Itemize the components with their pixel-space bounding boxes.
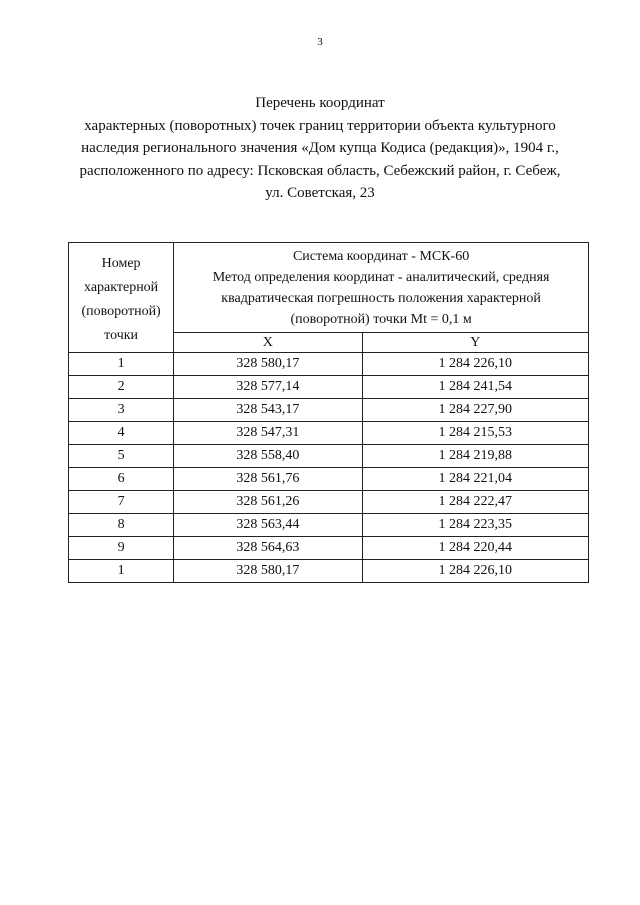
x-coordinate-cell: 328 558,40: [174, 445, 362, 468]
point-number-cell: 5: [69, 445, 174, 468]
y-coordinate-cell: 1 284 222,47: [362, 491, 588, 514]
table-row: [69, 399, 589, 422]
point-number-cell: 1: [69, 560, 174, 583]
document-title: [40, 92, 600, 205]
table-row: [69, 445, 589, 468]
table-row: [69, 376, 589, 399]
point-number-cell: 9: [69, 537, 174, 560]
y-coordinate-cell: 1 284 226,10: [362, 353, 588, 376]
table-row: [69, 537, 589, 560]
point-header-line: (поворотной): [81, 303, 161, 319]
point-number-cell: 1: [69, 353, 174, 376]
point-number-cell: 3: [69, 399, 174, 422]
table-row: [69, 422, 589, 445]
table-row: [69, 560, 589, 583]
y-coordinate-cell: 1 284 226,10: [362, 560, 588, 583]
point-number-header: [69, 243, 174, 353]
y-column-header: Y: [362, 333, 588, 353]
table-row: [69, 514, 589, 537]
x-coordinate-cell: 328 561,26: [174, 491, 362, 514]
point-header-line: точки: [104, 327, 139, 343]
x-coordinate-cell: 328 563,44: [174, 514, 362, 537]
table-header-row: [69, 243, 589, 333]
y-coordinate-cell: 1 284 227,90: [362, 399, 588, 422]
title-line-4: расположенного по адресу: Псковская область, Себежский район, г. Себеж,: [79, 162, 561, 179]
title-line-2: характерных (поворотных) точек границ территории объекта культурного: [84, 117, 556, 134]
table-row: [69, 353, 589, 376]
point-number-cell: 4: [69, 422, 174, 445]
coordinates-table: [68, 242, 589, 583]
title-line-3: наследия регионального значения «Дом купца Кодиса (редакция)», 1904 г.,: [81, 140, 559, 156]
point-number-cell: 6: [69, 468, 174, 491]
y-coordinate-cell: 1 284 221,04: [362, 468, 588, 491]
x-coordinate-cell: 328 577,14: [174, 376, 362, 399]
x-coordinate-cell: 328 543,17: [174, 399, 362, 422]
point-number-cell: 7: [69, 491, 174, 514]
coordinates-body: [69, 353, 589, 583]
page-number: 3: [317, 36, 323, 48]
x-coordinate-cell: 328 580,17: [174, 560, 362, 583]
system-header-line: (поворотной) точки Mt = 0,1 м: [290, 312, 472, 327]
point-header-line: Номер: [101, 255, 141, 271]
x-coordinate-cell: 328 547,31: [174, 422, 362, 445]
title-line-5: ул. Советская, 23: [265, 185, 375, 201]
table-row: [69, 491, 589, 514]
y-coordinate-cell: 1 284 241,54: [362, 376, 588, 399]
x-column-header: X: [174, 333, 362, 353]
point-header-line: характерной: [84, 279, 159, 295]
coordinate-system-header: [174, 243, 589, 333]
x-coordinate-cell: 328 580,17: [174, 353, 362, 376]
y-coordinate-cell: 1 284 219,88: [362, 445, 588, 468]
x-coordinate-cell: 328 564,63: [174, 537, 362, 560]
y-coordinate-cell: 1 284 223,35: [362, 514, 588, 537]
y-coordinate-cell: 1 284 220,44: [362, 537, 588, 560]
title-line-1: Перечень координат: [255, 95, 385, 111]
table-row: [69, 468, 589, 491]
y-coordinate-cell: 1 284 215,53: [362, 422, 588, 445]
point-number-cell: 8: [69, 514, 174, 537]
system-header-line: Система координат - МСК-60: [292, 249, 470, 264]
x-coordinate-cell: 328 561,76: [174, 468, 362, 491]
system-header-line: Метод определения координат - аналитический, средняя: [212, 270, 550, 285]
system-header-line: квадратическая погрешность положения характерной: [221, 291, 541, 306]
point-number-cell: 2: [69, 376, 174, 399]
